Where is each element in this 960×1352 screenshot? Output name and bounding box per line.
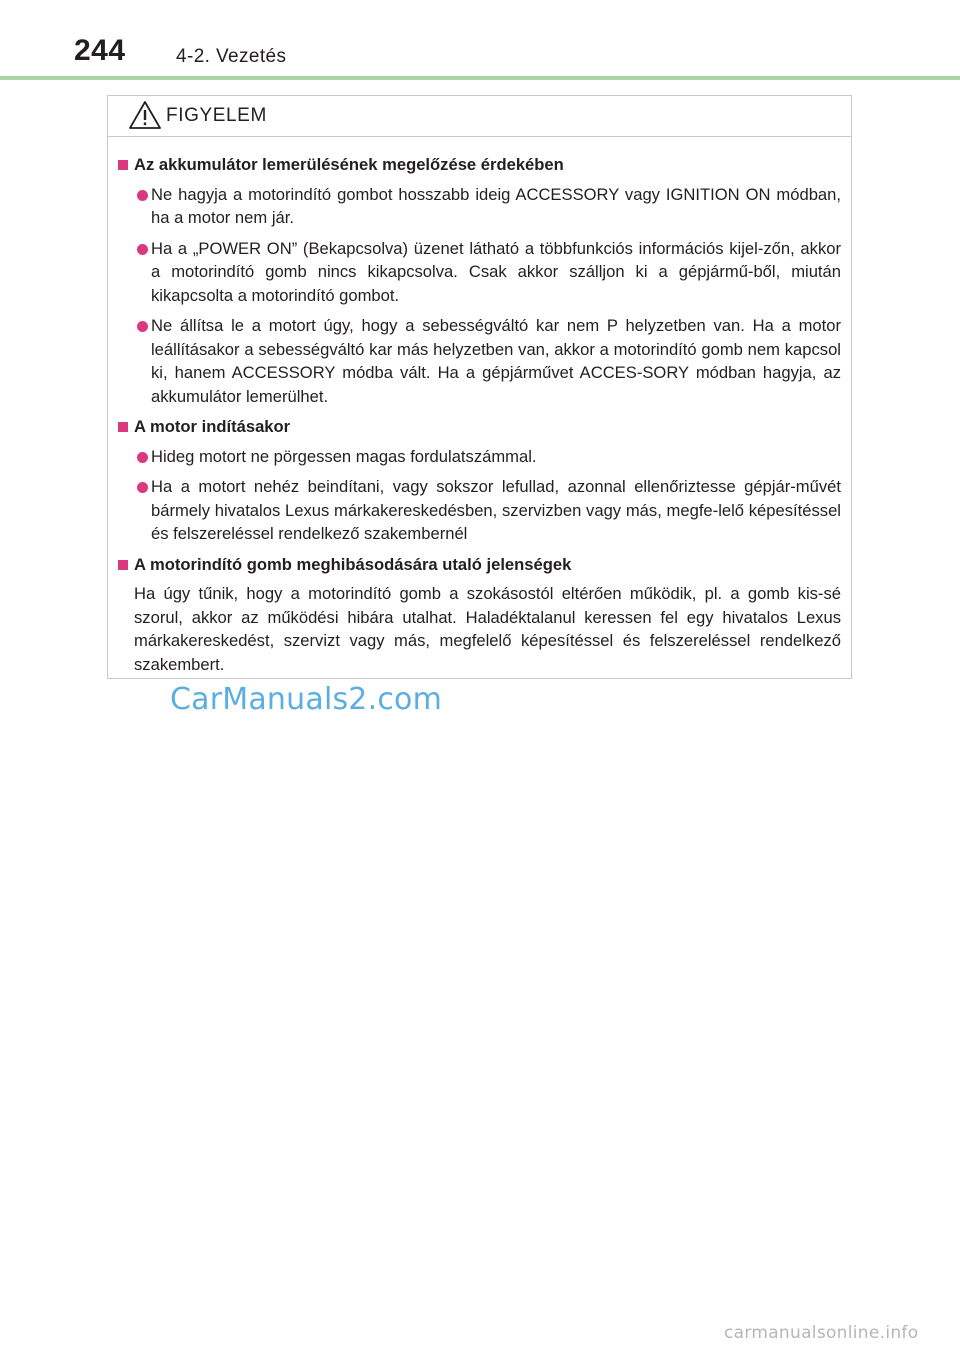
warning-body [108, 137, 851, 676]
topic-heading-text: A motor indításakor [134, 417, 291, 436]
list-item-text: Ne állítsa le a motort úgy, hogy a sebességváltó kar nem P helyzetben van. Ha a motor leállításakor a sebességváltó kar más helyzetben van, akkor a motorindító gomb nem kapcsol ki, hanem ACCESSORY módba vált. Ha a gépjárművet ACCES-SORY módban hagyja, az akkumulátor lemerülhet. [151, 316, 841, 406]
square-bullet-icon [118, 560, 128, 570]
footer-watermark-link[interactable]: carmanualsonline.info [724, 1323, 919, 1343]
topic-heading [118, 553, 841, 577]
list-item [118, 314, 841, 408]
circle-bullet-icon [137, 244, 148, 255]
list-item [118, 237, 841, 308]
square-bullet-icon [118, 422, 128, 432]
list-item [118, 183, 841, 230]
header-rule [0, 76, 960, 80]
topic-heading-text: A motorindító gomb meghibásodására utaló jelenségek [134, 554, 572, 574]
circle-bullet-icon [137, 190, 148, 201]
list-item-text: Ne hagyja a motorindító gombot hosszabb ideig ACCESSORY vagy IGNITION ON módban, ha a motor nem jár. [151, 184, 841, 227]
list-item-text: Ha a motort nehéz beindítani, vagy sokszor lefullad, azonnal ellenőriztesse gépjár-művét bármely hivatalos Lexus márkakereskedésben, szervizben vagy más, megfe-lelő képesítéssel és felszereléssel rendelkező szakembernél [151, 477, 841, 543]
topic-heading [118, 415, 841, 439]
warning-box [107, 95, 852, 679]
circle-bullet-icon [137, 452, 148, 463]
topic-heading-text: Az akkumulátor lemerülésének megelőzése érdekében [134, 155, 564, 174]
topic-heading [118, 153, 841, 177]
square-bullet-icon [118, 160, 128, 170]
paragraph: Ha úgy tűnik, hogy a motorindító gomb a szokásostól eltérően működik, pl. a gomb kis-sé szorul, akkor az működési hibára utalhat. Haladéktalanul keressen fel egy hivatalos Lexus márkakereskedést, szervizt vagy más, megfelelő képesítéssel és felszereléssel rendelkező szakembert. [134, 584, 841, 674]
section-title: 4-2. Vezetés [176, 46, 287, 67]
watermark-link[interactable]: CarManuals2.com [170, 682, 443, 717]
page-number: 244 [74, 34, 126, 67]
circle-bullet-icon [137, 482, 148, 493]
warning-triangle-icon [128, 100, 162, 130]
warning-header [108, 96, 851, 137]
list-item-text: Hideg motort ne pörgessen magas fordulatszámmal. [151, 446, 537, 466]
list-item-text: Ha a „POWER ON” (Bekapcsolva) üzenet látható a többfunkciós információs kijel-zőn, akkor a motorindító gomb nincs kikapcsolva. Csak akkor szálljon ki a gépjármű-ből, miután kikapcsolta a motorindító gombot. [151, 238, 841, 305]
page-header [0, 0, 960, 80]
list-item [118, 475, 841, 546]
list-item [118, 445, 841, 469]
circle-bullet-icon [137, 321, 148, 332]
warning-title: FIGYELEM [166, 105, 267, 126]
